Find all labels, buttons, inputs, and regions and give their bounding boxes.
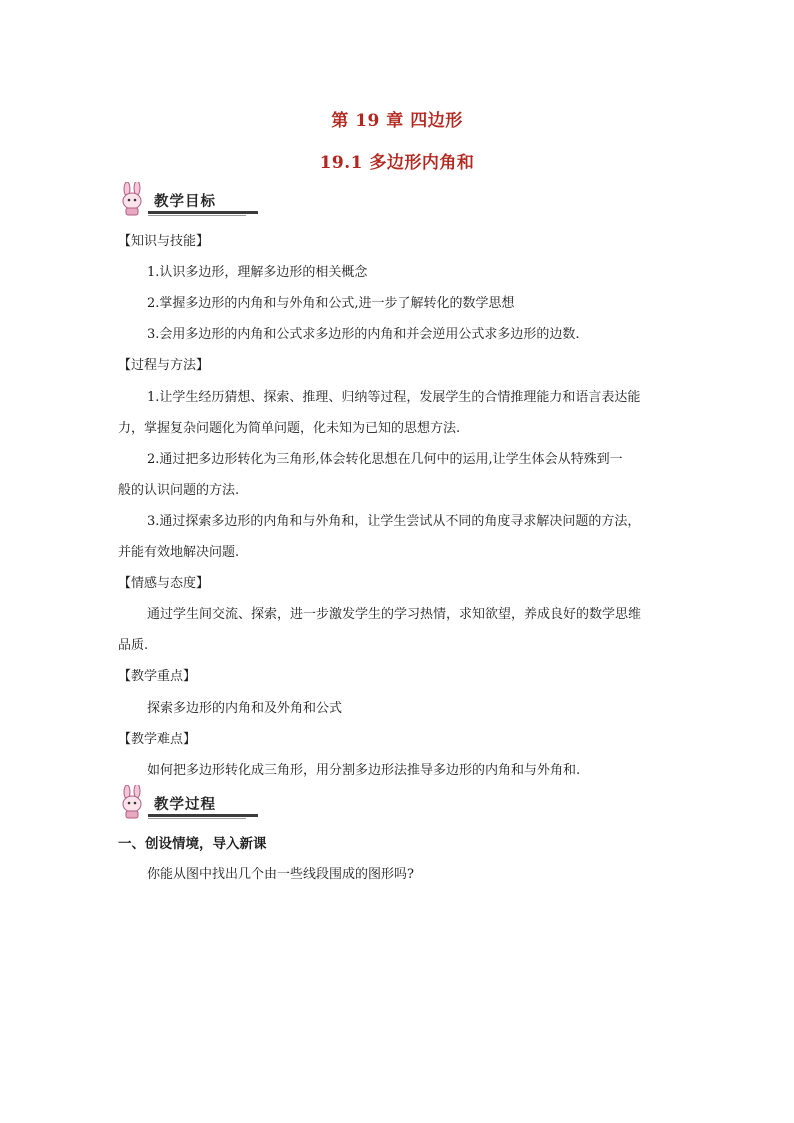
objectives-badge: [118, 186, 258, 216]
chapter-title: 第 19 章 四边形: [331, 111, 463, 131]
method-heading: 【过程与方法】: [118, 358, 210, 373]
section-title: 19.1 多边形内角和: [319, 153, 475, 173]
process-badge: [118, 789, 258, 819]
method-item-1-line-1: 1.让学生经历猜想、探索、推理、归纳等过程，发展学生的合情推理能力和语言表达能: [147, 390, 641, 405]
method-item-3-line-1: 3.通过探索多边形的内角和与外角和，让学生尝试从不同的角度寻求解决问题的方法，: [147, 514, 641, 529]
process-step-1-heading: 一、创设情境，导入新课: [118, 836, 267, 852]
knowledge-item-3: 3.会用多边形的内角和公式求多边形的内角和并会逆用公式求多边形的边数.: [147, 327, 580, 342]
badge-underline: [148, 814, 258, 817]
method-item-2-line-2: 般的认识问题的方法.: [118, 483, 240, 498]
method-item-2-line-1: 2.通过把多边形转化为三角形,体会转化思想在几何中的运用,让学生体会从特殊到一: [147, 452, 623, 467]
key-point-text: 探索多边形的内角和及外角和公式: [147, 701, 343, 716]
attitude-item-line-2: 品质.: [118, 638, 149, 653]
badge-underline: [148, 211, 258, 214]
attitude-heading: 【情感与态度】: [118, 576, 210, 591]
process-step-1-text: 你能从图中找出几个由一些线段围成的图形吗?: [147, 867, 414, 882]
method-item-1-line-2: 力，掌握复杂问题化为简单问题，化未知为已知的思想方法.: [118, 421, 461, 436]
knowledge-heading: 【知识与技能】: [118, 234, 210, 249]
badge-underline-thin: [148, 818, 246, 819]
bunny-icon: [118, 182, 148, 216]
process-badge-label: 教学过程: [154, 797, 216, 813]
difficulty-text: 如何把多边形转化成三角形，用分割多边形法推导多边形的内角和与外角和.: [147, 763, 581, 778]
objectives-badge-label: 教学目标: [154, 194, 216, 210]
knowledge-item-1: 1.认识多边形，理解多边形的相关概念: [147, 265, 368, 280]
key-point-heading: 【教学重点】: [118, 669, 197, 684]
difficulty-heading: 【教学难点】: [118, 732, 197, 747]
attitude-item-line-1: 通过学生间交流、探索，进一步激发学生的学习热情，求知欲望，养成良好的数学思维: [147, 607, 642, 622]
badge-underline-thin: [148, 215, 246, 216]
method-item-3-line-2: 并能有效地解决问题.: [118, 545, 240, 560]
bunny-icon: [118, 785, 148, 819]
knowledge-item-2: 2.掌握多边形的内角和与外角和公式,进一步了解转化的数学思想: [147, 296, 515, 311]
